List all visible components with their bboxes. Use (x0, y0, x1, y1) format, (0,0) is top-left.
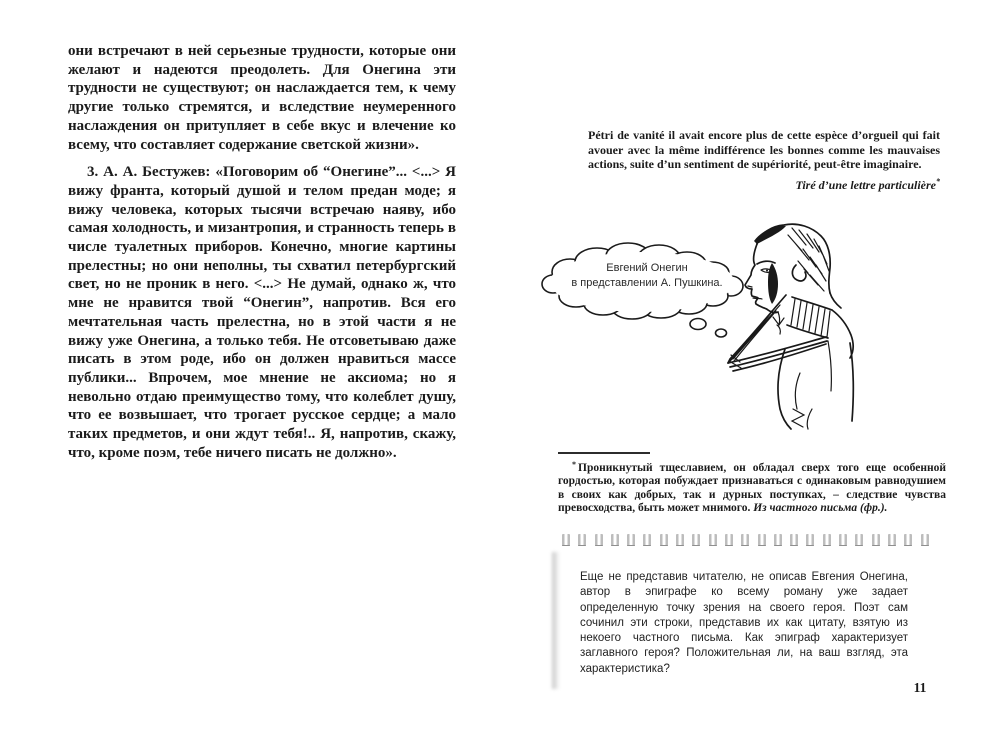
epigraph-attribution-text: Tiré d’une lettre particulière (795, 178, 936, 193)
page-number: 11 (913, 680, 927, 695)
pushkin-profile-sketch (700, 213, 900, 438)
left-page-text-block (68, 42, 456, 462)
epigraph-text: Pétri de vanité il avait encore plus de cette espèce d’orgueil qui fait avouer avec la même indifférence les bonnes comme les mauvaises actions, suite d’un sentiment de supériorité, peut-être imaginaire. (588, 128, 940, 172)
footnote-text: Проникнутый тщеславием, он обладал сверх того еще особенной гордостью, которая побуждает признаваться с одинаковым равнодушием в своих как добрых, так и дурных поступках, – следствие чувства превосходства, быть может мнимого. (558, 462, 946, 515)
notebook-question-text: Еще не представив читателю, не описав Евгения Онегина, автор в эпиграфе ко всему роману уже задает определенную точку зрения на своего героя. Поэт сам сочинил эти строки, представив их как цитату, взятую из некоего частного письма. Как эпиграф характеризует заглавного героя? Положительная ли, на ваш взгляд, эта характеристика? (580, 571, 908, 675)
epigraph-block (588, 128, 940, 193)
footnote-mark: * (572, 460, 576, 469)
notebook-card (558, 546, 952, 690)
left-paragraph-1: они встречают в ней серьезные трудности, которые они желают и надеются преодолеть. Для Онегина эти трудности не существуют; он наслаждается тем, к чему другие только стремятся, и вследствие неумеренного наслаждения он притупляет в себе вкус и влечение ко всему, что составляет содержание светской жизни». (68, 43, 456, 153)
footnote-reference-mark: * (936, 177, 940, 187)
footnote-source: Из частного письма (фр.). (753, 502, 888, 515)
epigraph-attribution (588, 175, 940, 193)
footnote (558, 458, 946, 516)
left-paragraph-2: 3. А. А. Бестужев: «Поговорим об “Онегине”... <...> Я вижу франта, который душой и телом предан моде; я вижу человека, которых тысячи встречаю наяву, ибо самая холодность, и мизантропия, и странность теперь в числе туалетных приборов. Конечно, многие картины прелестны; но они неполны, ты схватил петербургский свет, но не проник в него. <...> Не думай, однако ж, что мне не нравится твой “Онегин”, напротив. Вся его мечтательная часть прелестна, но в этой части я не вижу уже Онегина, а только тебя. Не отсоветываю даже писать в этом роде, ибо он должен нравиться массе публики... Впрочем, мое мнение не аксиома; но я невольно отдаю преимущество тому, что колеблет душу, что ее возвышает, что трогает русское сердце; а мало таких предметов, и они ждут тебя!.. Я, напротив, скажу, что, кроме поэм, тебе ничего писать не должно». (68, 164, 456, 461)
bubble-caption-line2: в представлении А. Пушкина. (571, 277, 723, 289)
footnote-divider (558, 452, 650, 454)
bubble-caption-line1: Евгений Онегин (606, 262, 688, 274)
